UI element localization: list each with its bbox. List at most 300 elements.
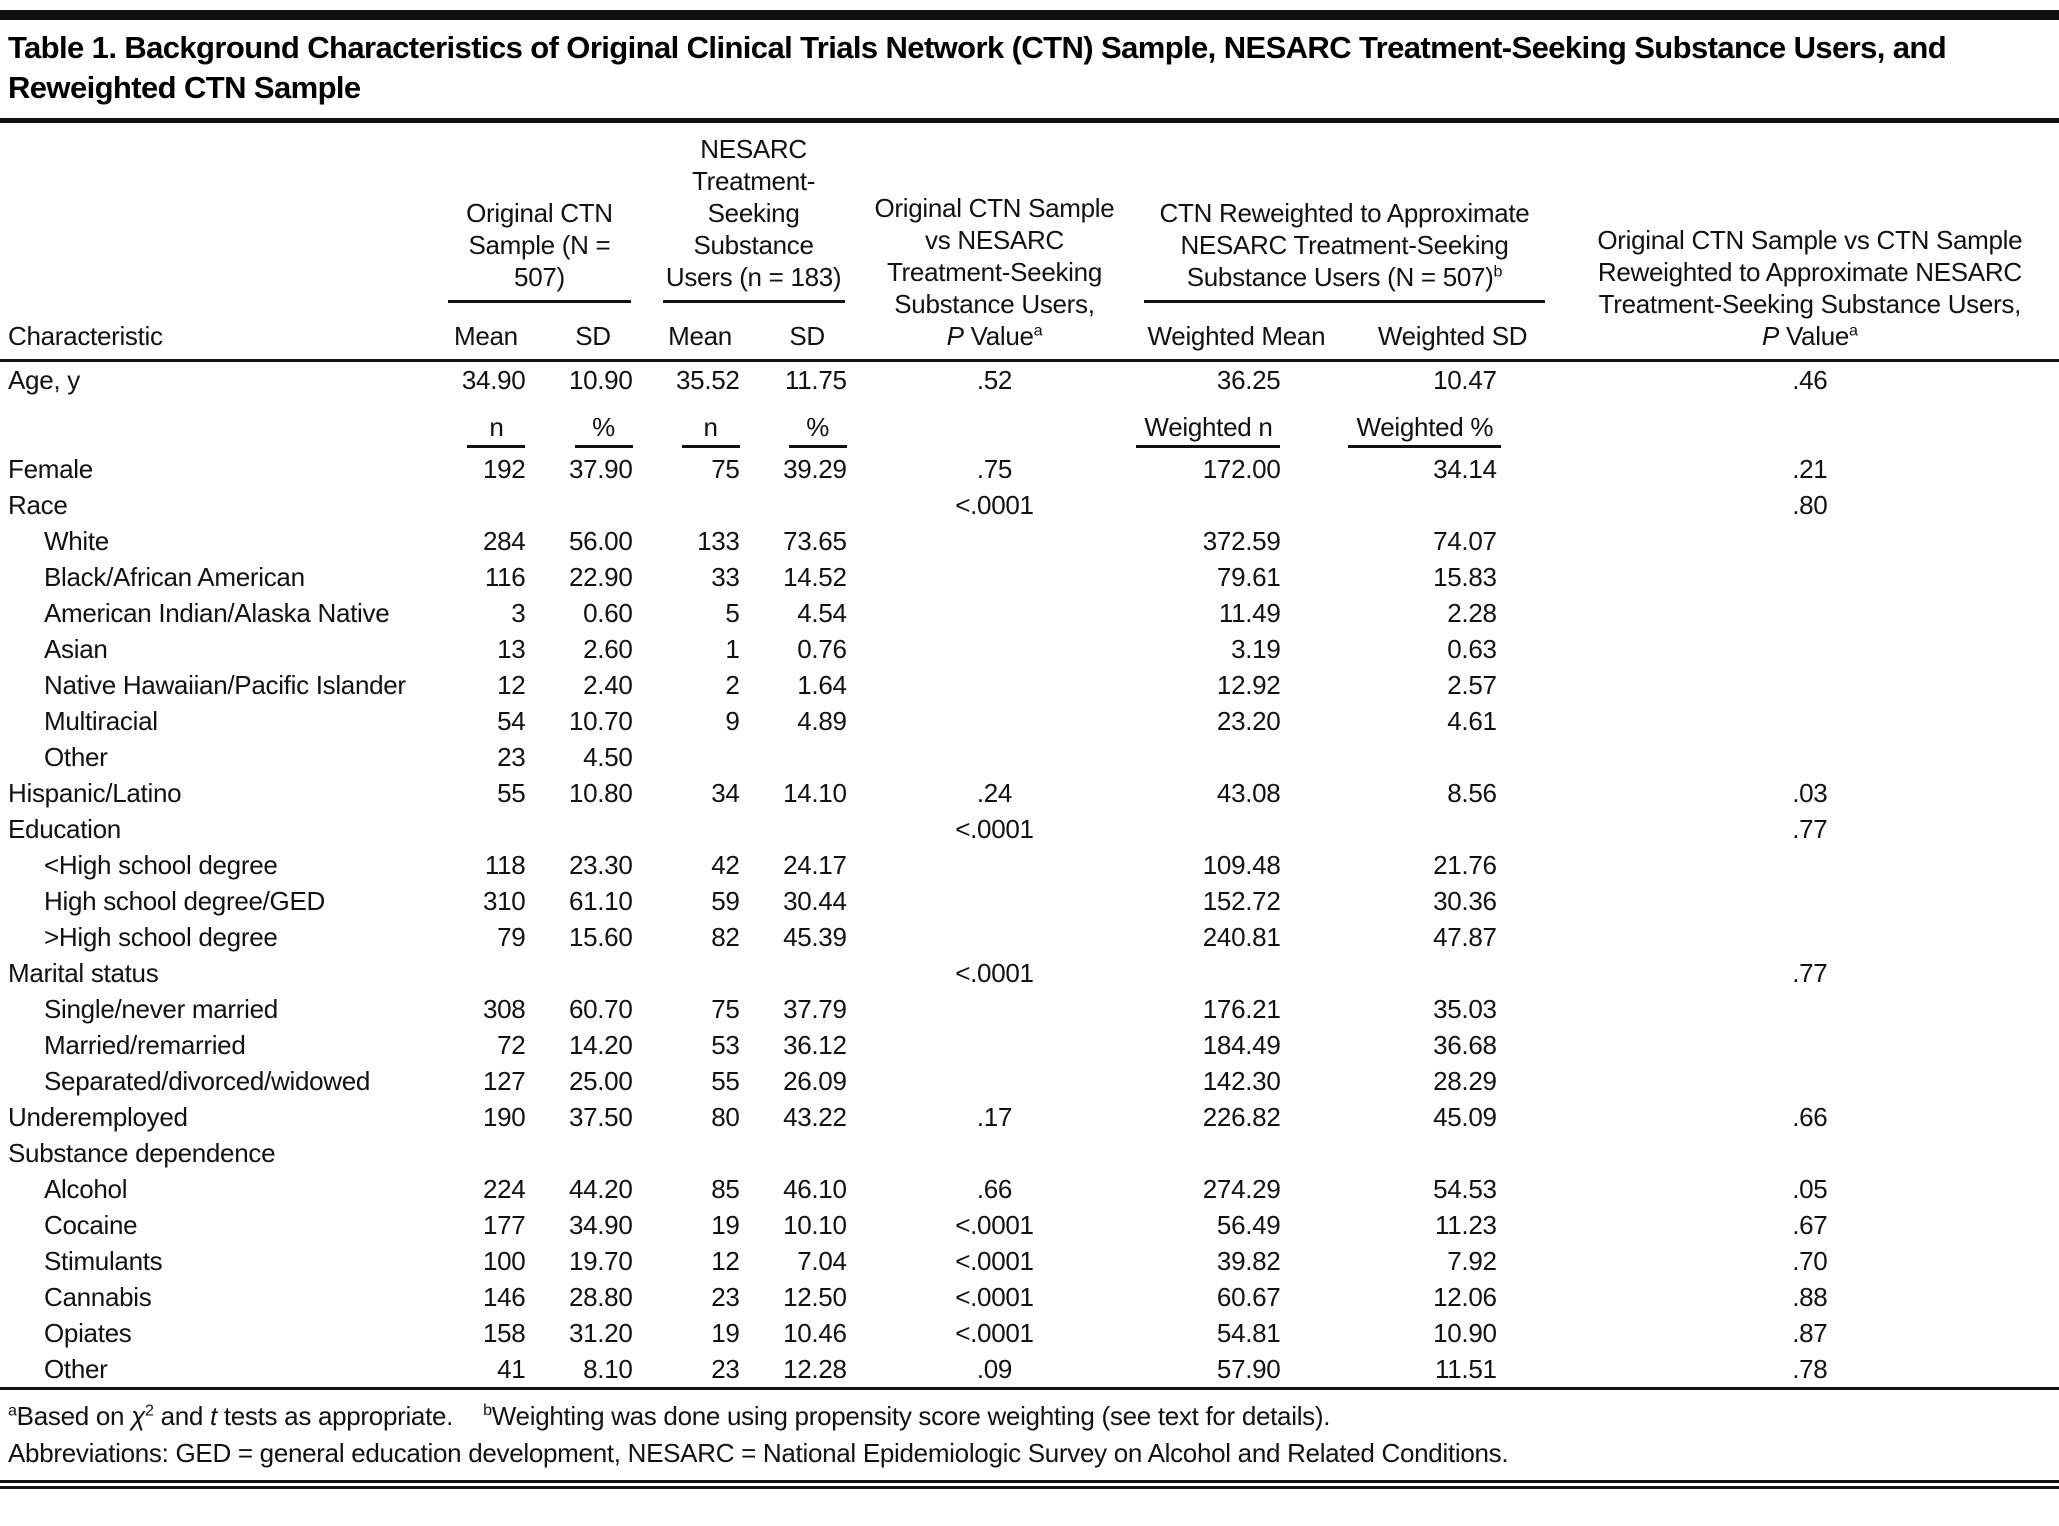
value-cell: .24 bbox=[976, 778, 1013, 808]
p-italic: P bbox=[946, 321, 964, 351]
value-cell: .03 bbox=[1792, 778, 1828, 808]
value-cell: 11.75 bbox=[785, 365, 847, 395]
value-cell bbox=[647, 739, 754, 775]
value-cell: 59 bbox=[711, 886, 740, 916]
value-cell: 37.90 bbox=[568, 454, 633, 484]
value-cell: 9 bbox=[725, 706, 740, 736]
row-label: Race bbox=[8, 490, 68, 520]
value-cell: 12 bbox=[711, 1246, 740, 1276]
row-label: >High school degree bbox=[44, 922, 278, 952]
unit-label-cell bbox=[861, 398, 1129, 451]
col-group-pvalue-original-vs-nesarc bbox=[861, 123, 1129, 361]
value-cell: 116 bbox=[484, 562, 526, 592]
value-cell: 39.29 bbox=[783, 454, 847, 484]
table-row bbox=[0, 1063, 2059, 1099]
value-cell: 53 bbox=[711, 1030, 740, 1060]
value-cell: 8.56 bbox=[1447, 778, 1497, 808]
row-label: Underemployed bbox=[8, 1102, 188, 1132]
value-cell: 19.70 bbox=[568, 1246, 633, 1276]
value-cell bbox=[1561, 919, 2059, 955]
footnotes bbox=[8, 1398, 2051, 1472]
table-row bbox=[0, 1351, 2059, 1387]
unit-label-cell bbox=[754, 398, 861, 451]
value-cell: 79.61 bbox=[1216, 562, 1281, 592]
table-row bbox=[0, 847, 2059, 883]
value-cell: 74.07 bbox=[1433, 526, 1497, 556]
value-cell bbox=[1561, 991, 2059, 1027]
t-italic: t bbox=[209, 1401, 217, 1431]
table-row bbox=[0, 1315, 2059, 1351]
unit-label-cell bbox=[432, 398, 539, 451]
value-cell: 23.30 bbox=[568, 850, 633, 880]
table-row bbox=[0, 1279, 2059, 1315]
bottom-rule bbox=[0, 1480, 2059, 1489]
value-cell: 85 bbox=[711, 1174, 740, 1204]
value-cell: 24.17 bbox=[783, 850, 847, 880]
value-cell bbox=[647, 1135, 754, 1171]
value-cell bbox=[1561, 883, 2059, 919]
value-cell: .46 bbox=[1792, 365, 1828, 395]
value-cell: .77 bbox=[1792, 814, 1828, 844]
row-label: High school degree/GED bbox=[44, 886, 325, 916]
row-label: Single/never married bbox=[44, 994, 278, 1024]
value-cell: 72 bbox=[497, 1030, 526, 1060]
p-italic: P bbox=[1761, 321, 1780, 351]
value-cell: 2.57 bbox=[1447, 670, 1497, 700]
value-cell bbox=[1344, 1135, 1560, 1171]
value-cell: 75 bbox=[711, 454, 740, 484]
pvalue-header-text: Original CTN Sample vs NESARC Treatment-Seeking Substance Users, bbox=[874, 193, 1115, 319]
value-cell bbox=[1561, 631, 2059, 667]
value-cell: 36.12 bbox=[783, 1030, 847, 1060]
value-cell bbox=[861, 1027, 1129, 1063]
value-cell: <.0001 bbox=[955, 958, 1034, 988]
footnote-marker-a: a bbox=[8, 1401, 17, 1420]
row-label: Other bbox=[44, 1354, 108, 1384]
table-row bbox=[0, 775, 2059, 811]
weighted-mean-header: Weighted Mean bbox=[1128, 310, 1344, 361]
table-row bbox=[0, 955, 2059, 991]
value-cell: 0.76 bbox=[797, 634, 847, 664]
table-row bbox=[0, 667, 2059, 703]
value-cell bbox=[1561, 523, 2059, 559]
value-cell: 31.20 bbox=[568, 1318, 633, 1348]
value-cell bbox=[1561, 595, 2059, 631]
value-cell bbox=[1561, 1135, 2059, 1171]
value-cell: 1 bbox=[725, 634, 740, 664]
row-label: Female bbox=[8, 454, 93, 484]
table-row bbox=[0, 451, 2059, 487]
value-cell bbox=[647, 811, 754, 847]
value-cell: 54.53 bbox=[1433, 1174, 1497, 1204]
value-cell: 11.23 bbox=[1435, 1210, 1497, 1240]
value-cell bbox=[432, 955, 539, 991]
value-cell: 10.10 bbox=[783, 1210, 847, 1240]
unit-label-cell bbox=[539, 398, 646, 451]
value-cell: 127 bbox=[482, 1066, 526, 1096]
value-cell: 35.52 bbox=[676, 365, 740, 395]
value-cell: .77 bbox=[1792, 958, 1828, 988]
value-cell bbox=[1344, 955, 1560, 991]
value-cell: 34 bbox=[711, 778, 740, 808]
table-row bbox=[0, 991, 2059, 1027]
value-cell bbox=[1128, 487, 1344, 523]
value-cell: 4.89 bbox=[797, 706, 847, 736]
value-cell: 308 bbox=[482, 994, 526, 1024]
value-cell bbox=[861, 1135, 1129, 1171]
value-cell: 11.49 bbox=[1218, 598, 1281, 628]
value-cell bbox=[861, 919, 1129, 955]
value-cell: 2.40 bbox=[583, 670, 633, 700]
value-cell: 5 bbox=[725, 598, 740, 628]
pvalue2-header-label: P Value$^a$ bbox=[1761, 321, 1858, 351]
value-cell: 23 bbox=[711, 1354, 740, 1384]
value-cell: 8.10 bbox=[583, 1354, 633, 1384]
table-row bbox=[0, 1243, 2059, 1279]
value-cell bbox=[1561, 1063, 2059, 1099]
value-cell bbox=[861, 523, 1129, 559]
value-cell: 42 bbox=[711, 850, 740, 880]
table-body bbox=[0, 361, 2059, 1388]
value-cell bbox=[861, 703, 1129, 739]
value-cell: 11.51 bbox=[1435, 1354, 1497, 1384]
value-cell: <.0001 bbox=[955, 1318, 1034, 1348]
value-cell: 41 bbox=[497, 1354, 526, 1384]
value-cell bbox=[861, 883, 1129, 919]
value-cell bbox=[647, 955, 754, 991]
value-cell: 26.09 bbox=[783, 1066, 847, 1096]
value-cell: 177 bbox=[482, 1210, 526, 1240]
units-subheader-row bbox=[0, 398, 2059, 451]
value-cell: 25.00 bbox=[568, 1066, 633, 1096]
value-cell: 37.79 bbox=[783, 994, 847, 1024]
value-cell: .67 bbox=[1792, 1210, 1828, 1240]
value-cell: <.0001 bbox=[955, 490, 1034, 520]
table-header bbox=[0, 123, 2059, 361]
table-row bbox=[0, 361, 2059, 399]
value-cell: 284 bbox=[482, 526, 526, 556]
col-group-nesarc-users bbox=[647, 123, 861, 310]
value-cell: 54.81 bbox=[1216, 1318, 1281, 1348]
value-cell: 19 bbox=[711, 1210, 740, 1240]
value-cell: 176.21 bbox=[1202, 994, 1281, 1024]
value-cell: 23.20 bbox=[1216, 706, 1281, 736]
value-cell: .78 bbox=[1792, 1354, 1828, 1384]
value-cell: .66 bbox=[1792, 1102, 1828, 1132]
value-cell: 22.90 bbox=[568, 562, 633, 592]
value-cell: 152.72 bbox=[1202, 886, 1281, 916]
sd-header: SD bbox=[754, 310, 861, 361]
value-cell: 55 bbox=[711, 1066, 740, 1096]
value-cell: .70 bbox=[1792, 1246, 1828, 1276]
unit-label-cell bbox=[1344, 398, 1560, 451]
pvalue2-header-text: Original CTN Sample vs CTN Sample Reweighted to Approximate NESARC Treatment-Seeking Substance Users, bbox=[1597, 225, 2023, 319]
table-row bbox=[0, 1171, 2059, 1207]
value-cell: 75 bbox=[711, 994, 740, 1024]
value-cell: 28.29 bbox=[1433, 1066, 1497, 1096]
value-cell: 10.90 bbox=[1433, 1318, 1497, 1348]
value-cell: 7.92 bbox=[1447, 1246, 1497, 1276]
unit-label: Weighted % bbox=[1348, 412, 1501, 448]
value-cell: 21.76 bbox=[1433, 850, 1497, 880]
value-cell bbox=[861, 739, 1129, 775]
table-row bbox=[0, 523, 2059, 559]
col-group-original-ctn-label: Original CTN Sample (N = 507) bbox=[448, 197, 630, 303]
table-row bbox=[0, 739, 2059, 775]
value-cell bbox=[1561, 559, 2059, 595]
value-cell: .66 bbox=[976, 1174, 1013, 1204]
value-cell: 36.25 bbox=[1216, 365, 1281, 395]
value-cell: 33 bbox=[711, 562, 740, 592]
value-cell: 184.49 bbox=[1202, 1030, 1281, 1060]
pvalue-header-label: P Value$^a$ bbox=[946, 321, 1043, 351]
value-cell: 30.36 bbox=[1433, 886, 1497, 916]
value-cell: 190 bbox=[482, 1102, 526, 1132]
footnote-marker-a: a bbox=[1033, 321, 1043, 340]
value-cell: 224 bbox=[482, 1174, 526, 1204]
value-cell: 28.80 bbox=[568, 1282, 633, 1312]
value-cell: 60.67 bbox=[1216, 1282, 1281, 1312]
row-label: <High school degree bbox=[44, 850, 278, 880]
value-cell: 226.82 bbox=[1202, 1102, 1281, 1132]
value-cell: <.0001 bbox=[955, 1246, 1034, 1276]
value-cell: 43.22 bbox=[783, 1102, 847, 1132]
value-cell: 142.30 bbox=[1202, 1066, 1281, 1096]
value-cell: 158 bbox=[482, 1318, 526, 1348]
value-cell: 34.90 bbox=[568, 1210, 633, 1240]
value-cell bbox=[861, 667, 1129, 703]
col-group-reweighted-ctn-label: CTN Reweighted to Approximate NESARC Treatment-Seeking Substance Users (N = 507)$^b$ bbox=[1144, 197, 1544, 303]
value-cell bbox=[1561, 703, 2059, 739]
value-cell bbox=[1128, 811, 1344, 847]
value-cell bbox=[861, 559, 1129, 595]
col-group-reweighted-ctn bbox=[1128, 123, 1560, 310]
table-row bbox=[0, 631, 2059, 667]
value-cell: 56.49 bbox=[1216, 1210, 1281, 1240]
value-cell: 192 bbox=[482, 454, 526, 484]
value-cell: 7.04 bbox=[797, 1246, 847, 1276]
value-cell bbox=[647, 487, 754, 523]
row-label: Cannabis bbox=[44, 1282, 152, 1312]
value-cell bbox=[539, 487, 646, 523]
footnote-abbreviations: Abbreviations: GED = general education development, NESARC = National Epidemiologic Survey on Alcohol and Related Conditions. bbox=[8, 1438, 1509, 1468]
row-label bbox=[0, 398, 432, 451]
value-cell: 19 bbox=[711, 1318, 740, 1348]
footnote-ab: $^a$Based on $\chi^2$ and t tests as appropriate. $^b$Weighting was done using propensity score weighting (see text for details). bbox=[8, 1401, 1331, 1431]
value-cell bbox=[539, 811, 646, 847]
value-cell: 4.50 bbox=[583, 742, 633, 772]
value-cell: 14.52 bbox=[783, 562, 847, 592]
row-label: Multiracial bbox=[44, 706, 158, 736]
value-cell: 36.68 bbox=[1433, 1030, 1497, 1060]
value-cell: .75 bbox=[976, 454, 1013, 484]
value-cell: 3 bbox=[511, 598, 526, 628]
value-cell bbox=[1561, 667, 2059, 703]
value-cell: 10.47 bbox=[1433, 365, 1497, 395]
value-cell bbox=[1561, 1027, 2059, 1063]
value-cell: <.0001 bbox=[955, 814, 1034, 844]
row-label: Marital status bbox=[8, 958, 159, 988]
table-row bbox=[0, 595, 2059, 631]
value-cell: 10.80 bbox=[568, 778, 633, 808]
unit-label-cell bbox=[1561, 398, 2059, 451]
row-label: Native Hawaiian/Pacific Islander bbox=[44, 670, 406, 700]
value-cell: 44.20 bbox=[568, 1174, 633, 1204]
row-label: Substance dependence bbox=[8, 1138, 276, 1168]
value-cell: 2.60 bbox=[583, 634, 633, 664]
value-cell bbox=[539, 1135, 646, 1171]
unit-label: % bbox=[789, 412, 847, 448]
mean-header: Mean bbox=[432, 310, 539, 361]
unit-label-cell bbox=[647, 398, 754, 451]
value-cell bbox=[754, 1135, 861, 1171]
value-cell: 60.70 bbox=[568, 994, 633, 1024]
unit-label: % bbox=[575, 412, 633, 448]
row-label: White bbox=[44, 526, 109, 556]
value-cell bbox=[1344, 811, 1560, 847]
value-cell bbox=[861, 991, 1129, 1027]
value-cell: 80 bbox=[711, 1102, 740, 1132]
value-cell bbox=[861, 595, 1129, 631]
value-cell bbox=[1128, 1135, 1344, 1171]
value-cell bbox=[539, 955, 646, 991]
table-title: Table 1. Background Characteristics of Original Clinical Trials Network (CTN) Sample, NESARC Treatment-Seeking Substance Users, and Reweighted CTN Sample bbox=[8, 30, 1947, 105]
table-row bbox=[0, 1207, 2059, 1243]
row-label: Age, y bbox=[8, 365, 80, 395]
value-cell bbox=[1128, 739, 1344, 775]
row-label: Other bbox=[44, 742, 108, 772]
row-label: American Indian/Alaska Native bbox=[44, 598, 390, 628]
value-cell: <.0001 bbox=[955, 1210, 1034, 1240]
value-cell: 15.83 bbox=[1433, 562, 1497, 592]
mean-header: Mean bbox=[647, 310, 754, 361]
value-cell: 0.63 bbox=[1447, 634, 1497, 664]
value-cell: 310 bbox=[482, 886, 526, 916]
weighted-sd-header: Weighted SD bbox=[1344, 310, 1560, 361]
value-cell: 2 bbox=[725, 670, 740, 700]
value-cell: 39.82 bbox=[1216, 1246, 1281, 1276]
value-cell: 14.10 bbox=[783, 778, 847, 808]
footnote-marker-a: a bbox=[1849, 321, 1858, 340]
table-row bbox=[0, 487, 2059, 523]
unit-label-cell bbox=[1128, 398, 1344, 451]
value-cell: 12 bbox=[497, 670, 526, 700]
value-cell: 240.81 bbox=[1202, 922, 1281, 952]
value-cell: 2.28 bbox=[1447, 598, 1497, 628]
value-cell: 79 bbox=[497, 922, 526, 952]
value-cell bbox=[432, 1135, 539, 1171]
table-row bbox=[0, 1099, 2059, 1135]
value-cell: 274.29 bbox=[1202, 1174, 1281, 1204]
value-cell: 133 bbox=[697, 526, 740, 556]
value-cell: 45.39 bbox=[783, 922, 847, 952]
value-cell: 57.90 bbox=[1216, 1354, 1281, 1384]
value-cell bbox=[1344, 739, 1560, 775]
value-cell bbox=[861, 847, 1129, 883]
value-cell: 54 bbox=[497, 706, 526, 736]
value-cell: 10.70 bbox=[568, 706, 633, 736]
value-cell: <.0001 bbox=[955, 1282, 1034, 1312]
row-label: Separated/divorced/widowed bbox=[44, 1066, 371, 1096]
value-cell: .09 bbox=[976, 1354, 1013, 1384]
value-cell: .05 bbox=[1792, 1174, 1828, 1204]
value-cell: 34.90 bbox=[461, 365, 526, 395]
value-cell: 12.50 bbox=[783, 1282, 847, 1312]
value-cell: 47.87 bbox=[1433, 922, 1497, 952]
value-cell: 14.20 bbox=[568, 1030, 633, 1060]
value-cell: 15.60 bbox=[568, 922, 633, 952]
value-cell bbox=[432, 487, 539, 523]
value-cell: .21 bbox=[1792, 454, 1828, 484]
value-cell: 4.54 bbox=[797, 598, 847, 628]
value-cell: 4.61 bbox=[1447, 706, 1497, 736]
table-end-rule bbox=[0, 1387, 2059, 1390]
value-cell: .52 bbox=[976, 365, 1013, 395]
value-cell: 12.28 bbox=[783, 1354, 847, 1384]
value-cell bbox=[1561, 739, 2059, 775]
value-cell: 55 bbox=[497, 778, 526, 808]
value-cell: .80 bbox=[1792, 490, 1828, 520]
value-cell: 1.64 bbox=[797, 670, 847, 700]
value-cell: 3.19 bbox=[1231, 634, 1281, 664]
chi-symbol: χ bbox=[131, 1401, 145, 1431]
value-cell bbox=[1344, 487, 1560, 523]
value-cell: 56.00 bbox=[568, 526, 633, 556]
value-cell: 118 bbox=[484, 850, 526, 880]
top-rule bbox=[0, 10, 2059, 20]
value-cell: .17 bbox=[976, 1102, 1013, 1132]
col-group-pvalue-original-vs-reweighted bbox=[1561, 123, 2059, 361]
value-cell: 61.10 bbox=[568, 886, 633, 916]
header-group-row bbox=[0, 123, 2059, 310]
value-cell: 146 bbox=[482, 1282, 526, 1312]
value-cell: 23 bbox=[497, 742, 526, 772]
value-cell bbox=[754, 739, 861, 775]
footnote-marker-b: b bbox=[483, 1401, 492, 1420]
sd-header: SD bbox=[539, 310, 646, 361]
row-label: Black/African American bbox=[44, 562, 305, 592]
value-cell: 12.92 bbox=[1216, 670, 1281, 700]
value-cell: 43.08 bbox=[1216, 778, 1281, 808]
table-row bbox=[0, 1135, 2059, 1171]
value-cell bbox=[861, 631, 1129, 667]
value-cell: 13 bbox=[497, 634, 526, 664]
value-cell: 35.03 bbox=[1433, 994, 1497, 1024]
value-cell bbox=[1128, 955, 1344, 991]
characteristic-header: Characteristic bbox=[0, 310, 432, 361]
col-group-nesarc-users-label: NESARC Treatment-Seeking Substance Users (n = 183) bbox=[663, 133, 845, 303]
table-row bbox=[0, 559, 2059, 595]
value-cell: 372.59 bbox=[1202, 526, 1281, 556]
row-label: Asian bbox=[44, 634, 108, 664]
value-cell: 37.50 bbox=[568, 1102, 633, 1132]
value-cell: 0.60 bbox=[583, 598, 633, 628]
value-cell: 45.09 bbox=[1433, 1102, 1497, 1132]
value-cell: 82 bbox=[711, 922, 740, 952]
row-label: Education bbox=[8, 814, 121, 844]
value-cell: 10.90 bbox=[568, 365, 633, 395]
value-cell: 34.14 bbox=[1433, 454, 1497, 484]
value-cell: 10.46 bbox=[783, 1318, 847, 1348]
value-cell: 46.10 bbox=[783, 1174, 847, 1204]
value-cell: 12.06 bbox=[1433, 1282, 1497, 1312]
row-label: Opiates bbox=[44, 1318, 132, 1348]
unit-label: n bbox=[682, 412, 740, 448]
row-label: Married/remarried bbox=[44, 1030, 246, 1060]
footnote-marker-b: b bbox=[1493, 262, 1503, 281]
table-row bbox=[0, 883, 2059, 919]
value-cell bbox=[861, 1063, 1129, 1099]
